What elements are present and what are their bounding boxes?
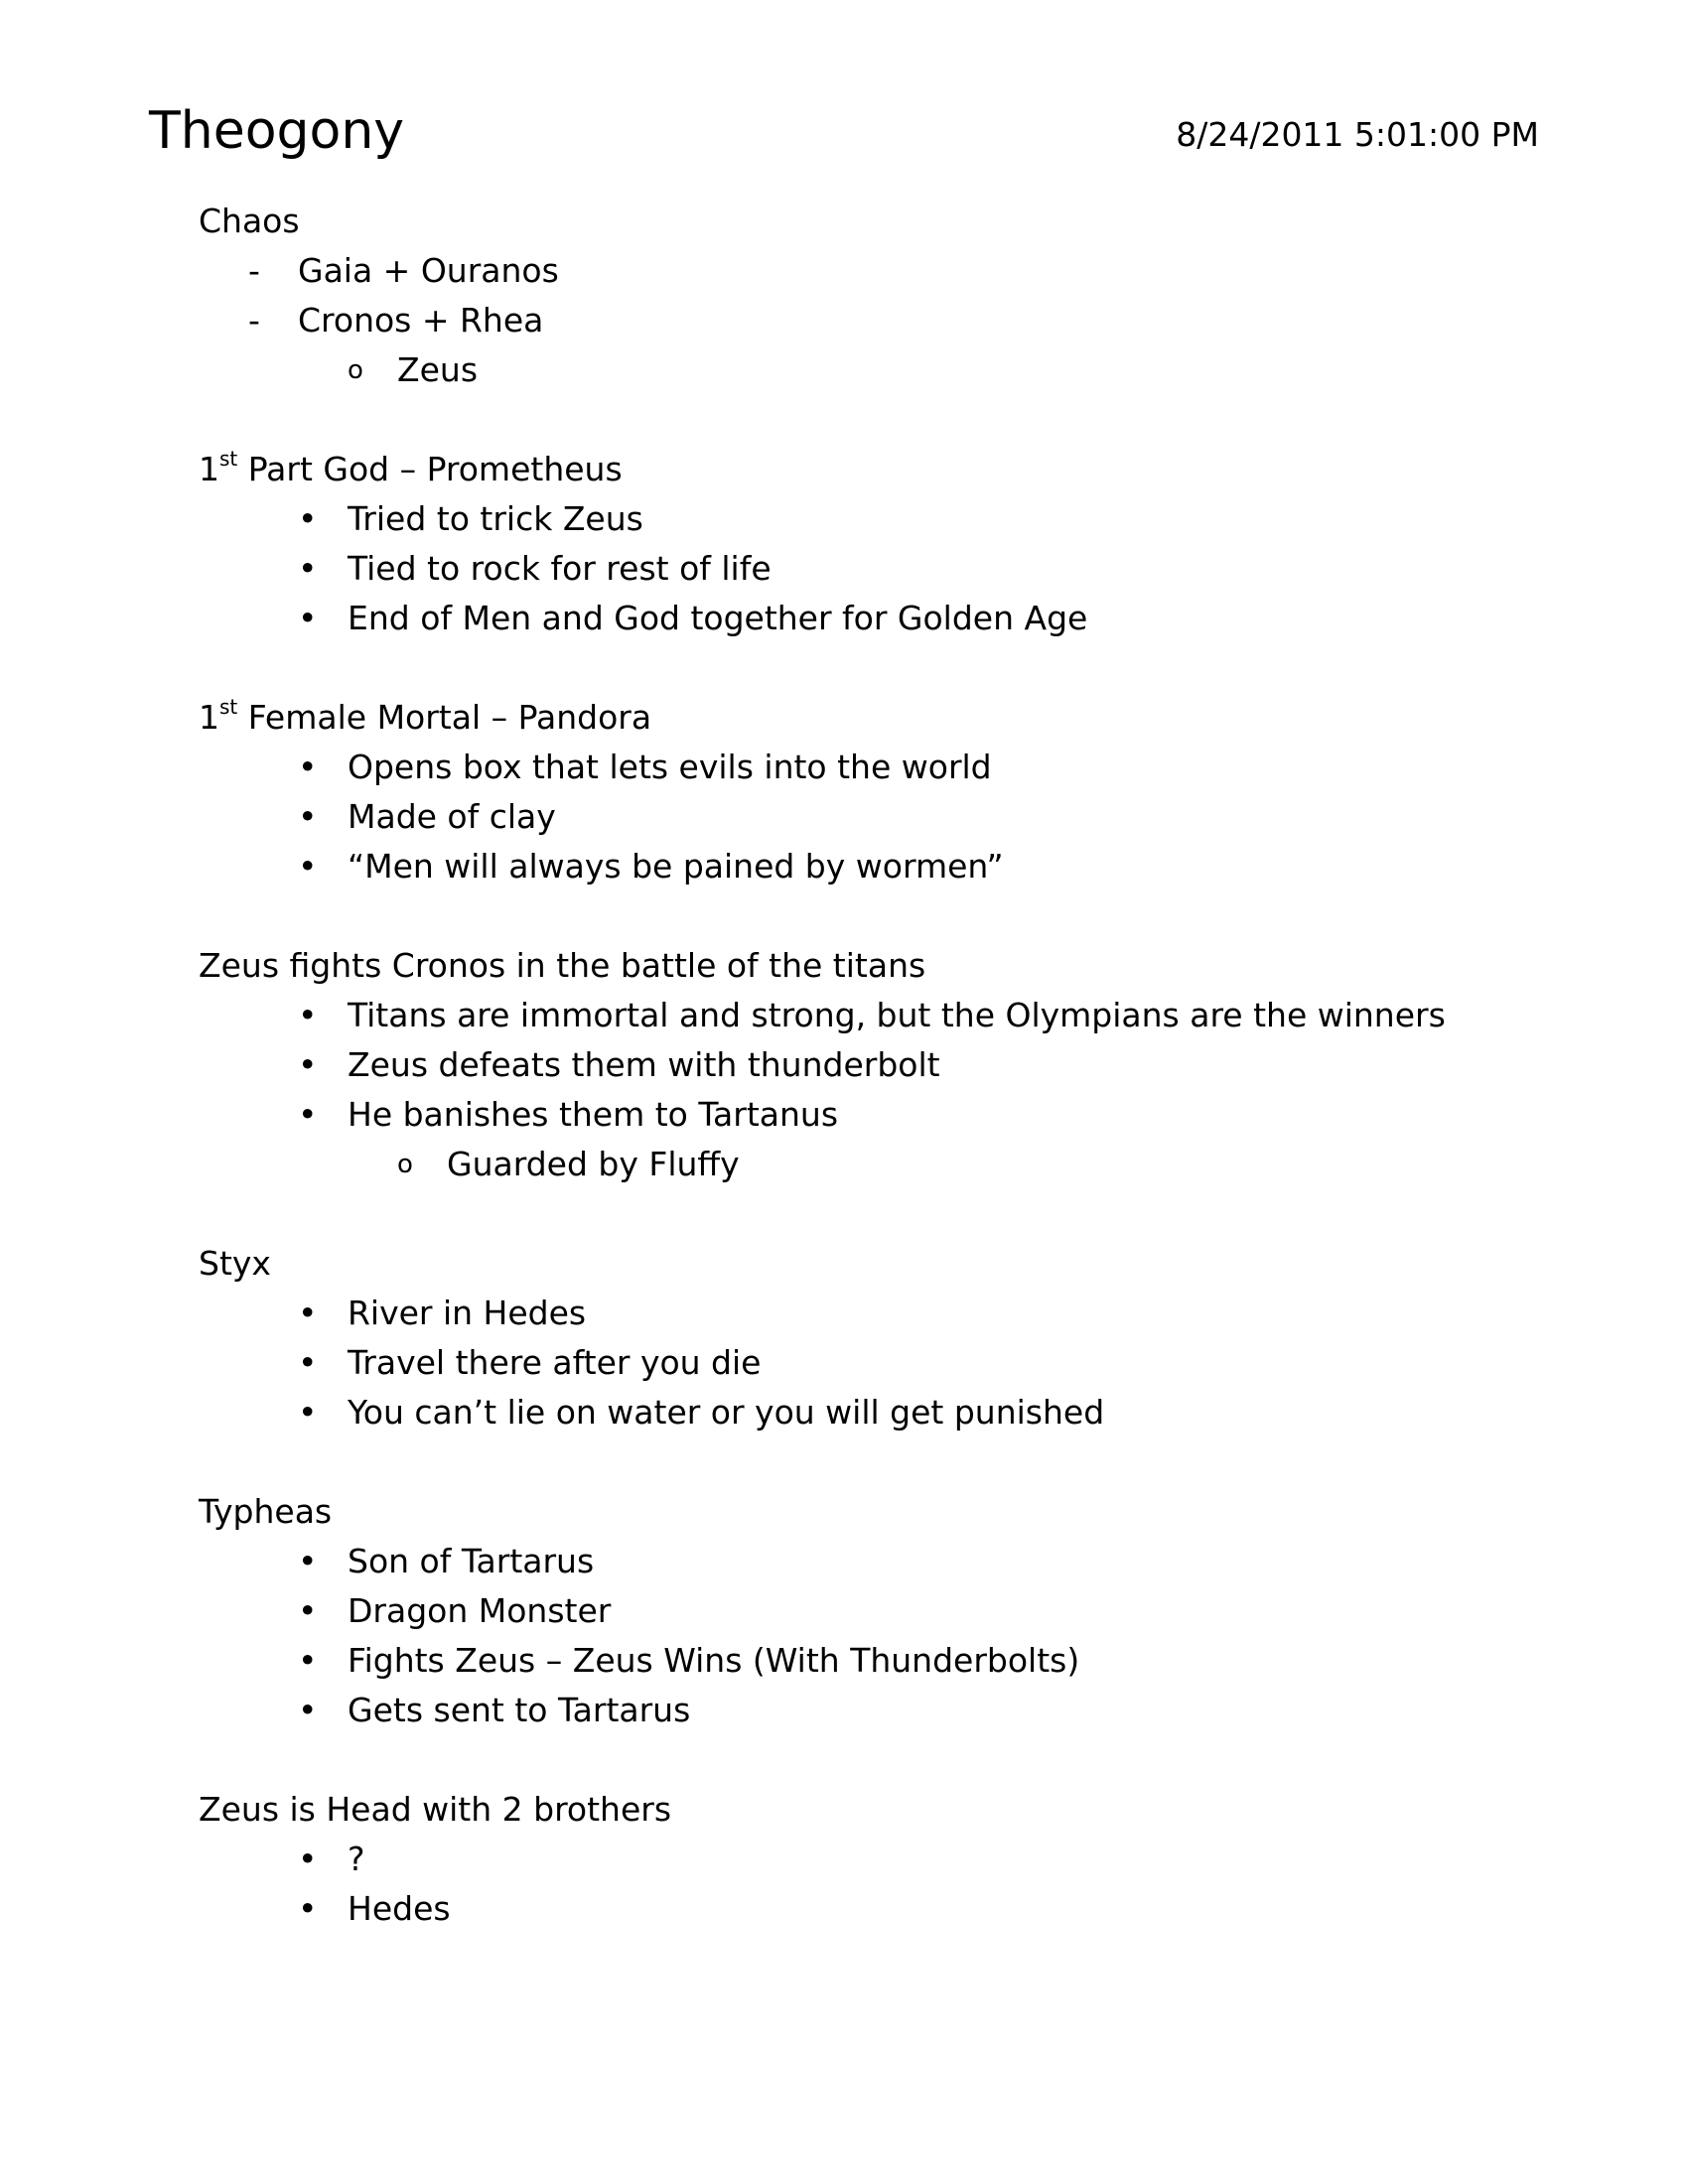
bullet-item-text: “Men will always be pained by wormen” (348, 847, 1004, 886)
bullet-item-text: Dragon Monster (348, 1591, 612, 1630)
section-heading-pandora: 1st Female Mortal – Pandora (199, 695, 652, 737)
circle-bullet-icon: o (397, 1150, 413, 1179)
notes-body (199, 197, 1529, 1934)
section-heading-titans: Zeus fights Cronos in the battle of the titans (199, 946, 926, 985)
bullet-item-text: He banishes them to Tartanus (348, 1095, 839, 1134)
bullet-icon: • (298, 549, 318, 588)
bullet-item-text: Gets sent to Tartarus (348, 1691, 691, 1729)
bullet-icon: • (298, 1095, 318, 1134)
bullet-icon: • (298, 499, 318, 538)
bullet-item (199, 1686, 1529, 1735)
bullet-item (199, 1884, 1529, 1934)
bullet-item (199, 1090, 1529, 1140)
bullet-icon: • (298, 1542, 318, 1580)
bullet-icon: • (298, 1889, 318, 1928)
bullet-item (199, 792, 1529, 842)
bullet-item-text: Tied to rock for rest of life (348, 549, 772, 588)
bullet-icon: • (298, 1045, 318, 1084)
bullet-item (199, 1040, 1529, 1090)
bullet-item (199, 1338, 1529, 1388)
bullet-icon: • (298, 1343, 318, 1382)
dash-item (199, 246, 1529, 296)
page-title: Theogony (149, 101, 405, 161)
bullet-item (199, 544, 1529, 594)
bullet-item (199, 1537, 1529, 1586)
bullet-item-text: End of Men and God together for Golden Age (348, 599, 1088, 637)
bullet-item-text: Son of Tartarus (348, 1542, 595, 1580)
bullet-icon: • (298, 1591, 318, 1630)
bullet-item (199, 743, 1529, 792)
bullet-item-text: Titans are immortal and strong, but the Olympians are the winners (348, 996, 1446, 1034)
bullet-item (199, 594, 1529, 643)
section-heading-chaos: Chaos (199, 202, 300, 240)
bullet-item (199, 1586, 1529, 1636)
dash-marker: - (248, 251, 260, 290)
sub-item-text: Guarded by Fluffy (447, 1145, 740, 1183)
section-heading-styx: Styx (199, 1244, 271, 1283)
dash-item (199, 296, 1529, 345)
bullet-item (199, 1388, 1529, 1437)
document-datetime: 8/24/2011 5:01:00 PM (1176, 115, 1539, 154)
bullet-item-text: You can’t lie on water or you will get punished (348, 1393, 1105, 1432)
bullet-icon: • (298, 599, 318, 637)
bullet-item (199, 991, 1529, 1040)
bullet-icon: • (298, 797, 318, 836)
bullet-item-text: River in Hedes (348, 1294, 587, 1332)
dash-item-text: Gaia + Ouranos (298, 251, 559, 290)
bullet-icon: • (298, 1393, 318, 1432)
bullet-item (199, 1835, 1529, 1884)
bullet-item-text: Hedes (348, 1889, 451, 1928)
section-heading-brothers: Zeus is Head with 2 brothers (199, 1790, 672, 1829)
bullet-icon: • (298, 748, 318, 786)
sub-item (199, 345, 1529, 395)
sub-item-text: Zeus (397, 350, 479, 389)
bullet-item-text: ? (348, 1840, 365, 1878)
sub-item (199, 1140, 1529, 1189)
bullet-item-text: Made of clay (348, 797, 556, 836)
bullet-item-text: Opens box that lets evils into the world (348, 748, 992, 786)
bullet-icon: • (298, 996, 318, 1034)
bullet-item (199, 842, 1529, 891)
dash-marker: - (248, 301, 260, 340)
bullet-item-text: Tried to trick Zeus (348, 499, 643, 538)
bullet-item (199, 1636, 1529, 1686)
bullet-item-text: Fights Zeus – Zeus Wins (With Thunderbolts) (348, 1641, 1080, 1680)
bullet-icon: • (298, 1641, 318, 1680)
bullet-icon: • (298, 1840, 318, 1878)
bullet-item-text: Zeus defeats them with thunderbolt (348, 1045, 940, 1084)
dash-item-text: Cronos + Rhea (298, 301, 544, 340)
bullet-icon: • (298, 847, 318, 886)
bullet-item (199, 494, 1529, 544)
bullet-item (199, 1289, 1529, 1338)
section-heading-typheas: Typheas (199, 1492, 333, 1531)
section-heading-prometheus: 1st Part God – Prometheus (199, 447, 623, 488)
bullet-item-text: Travel there after you die (348, 1343, 762, 1382)
bullet-icon: • (298, 1294, 318, 1332)
circle-bullet-icon: o (348, 355, 363, 385)
bullet-icon: • (298, 1691, 318, 1729)
